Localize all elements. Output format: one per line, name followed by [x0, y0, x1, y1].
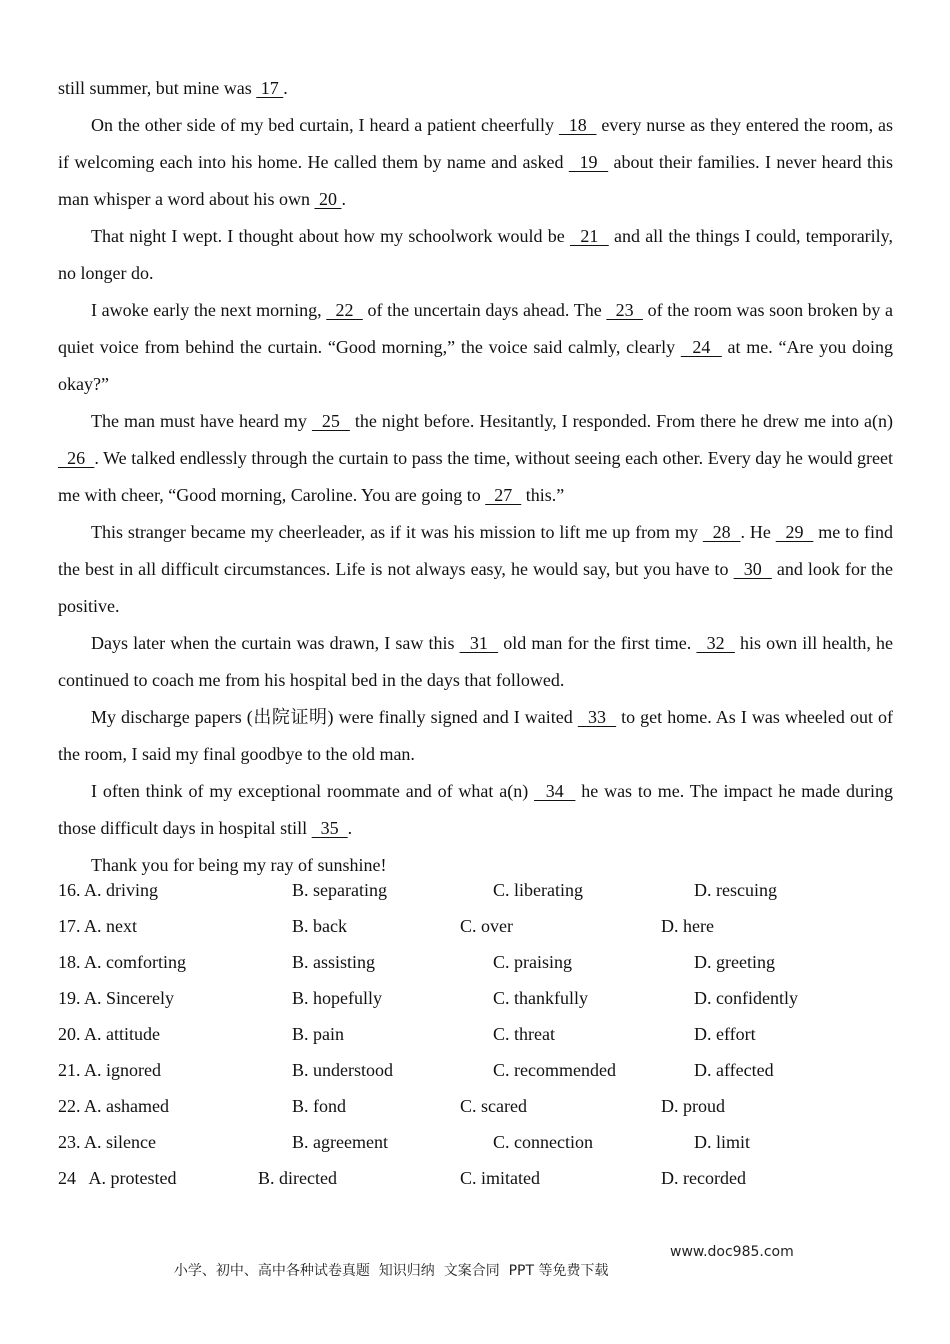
text: That night I wept. I thought about how my schoolwork would be [91, 226, 570, 246]
footer [165, 1244, 794, 1296]
option-a: 22. A. ashamed [58, 1096, 169, 1116]
option-c: C. recommended [493, 1060, 616, 1080]
option-a: 21. A. ignored [58, 1060, 161, 1080]
blank: 25 [311, 411, 350, 431]
footer-url: www.doc985.com [670, 1244, 794, 1260]
text: . [341, 189, 346, 209]
paragraph [58, 773, 893, 847]
option-c: C. over [460, 916, 513, 936]
option-d: D. recorded [661, 1168, 746, 1188]
text: The man must have heard my [91, 411, 312, 431]
option-d: D. confidently [694, 988, 798, 1008]
option-b: B. separating [292, 880, 387, 900]
blank: 17 [256, 78, 284, 98]
paragraph [58, 403, 893, 514]
option-b: B. back [292, 916, 347, 936]
blank: 30 [733, 559, 772, 579]
option-b: B. hopefully [292, 988, 382, 1008]
blank: 20 [314, 189, 342, 209]
blank: 21 [569, 226, 609, 246]
blank: 31 [459, 633, 499, 653]
text: . [283, 78, 288, 98]
option-c: C. connection [493, 1132, 593, 1152]
paragraph [58, 699, 893, 773]
option-c: C. scared [460, 1096, 527, 1116]
text: at me. “Are you doing okay?” [58, 337, 893, 394]
cloze-passage [58, 70, 893, 884]
text: . We talked endlessly through the curtain to pass the time, without seeing each other. Every day he would greet me with cheer, “Good morning, Caroline. You are going to [58, 448, 893, 505]
text: Thank you for being my ray of sunshine! [91, 855, 387, 875]
blank: 27 [485, 485, 522, 505]
text: this.” [521, 485, 565, 505]
option-row [0, 1093, 950, 1129]
option-c: C. thankfully [493, 988, 588, 1008]
text: old man for the first time. [498, 633, 697, 653]
option-a: 20. A. attitude [58, 1024, 160, 1044]
paragraph [58, 625, 893, 699]
option-c: C. liberating [493, 880, 583, 900]
option-d: D. affected [694, 1060, 774, 1080]
paragraph [58, 70, 893, 107]
blank: 22 [326, 300, 363, 320]
option-row [0, 1129, 950, 1165]
blank: 26 [58, 448, 95, 468]
option-d: D. proud [661, 1096, 725, 1116]
text: I often think of my exceptional roommate and of what a(n) [91, 781, 535, 801]
option-b: B. pain [292, 1024, 344, 1044]
text: Days later when the curtain was drawn, I saw this [91, 633, 460, 653]
option-row [0, 949, 950, 985]
answer-options [0, 877, 950, 1201]
text: . [347, 818, 353, 838]
blank: 24 [680, 337, 722, 357]
option-a: 24 A. protested [58, 1168, 177, 1188]
paragraph [58, 292, 893, 403]
text: still summer, but mine was [58, 78, 257, 98]
text: about their families. I never heard this man whisper a word about his own [58, 152, 893, 209]
text: the night before. Hesitantly, I responded. From there he drew me into a(n) [349, 411, 893, 431]
paragraph [58, 514, 893, 625]
option-c: C. praising [493, 952, 572, 972]
text: . He [740, 522, 776, 542]
option-d: D. effort [694, 1024, 756, 1044]
option-a: 23. A. silence [58, 1132, 156, 1152]
text: and all the things I could, temporarily, no longer do. [58, 226, 894, 283]
blank: 35 [311, 818, 348, 838]
footer-text: 小学、初中、高中各种试卷真题 知识归纳 文案合同 PPT 等免费下载 [173, 1263, 609, 1279]
text: every nurse as they entered the room, as if welcoming each into his home. He called them by name and asked [58, 115, 894, 172]
paragraph [58, 218, 893, 292]
blank: 23 [606, 300, 643, 320]
blank: 34 [534, 781, 576, 801]
option-row [0, 985, 950, 1021]
text: of the room was soon broken by a quiet voice from behind the curtain. “Good morning,” the voice said calmly, clearly [58, 300, 894, 357]
text: to get home. As I was wheeled out of the room, I said my final goodbye to the old man. [58, 707, 893, 764]
text: On the other side of my bed curtain, I heard a patient cheerfully [91, 115, 559, 135]
option-row [0, 877, 950, 913]
text: of the uncertain days ahead. The [362, 300, 607, 320]
paragraph [58, 107, 893, 218]
text: This stranger became my cheerleader, as if it was his mission to lift me up from my [91, 522, 703, 542]
option-c: C. imitated [460, 1168, 540, 1188]
option-d: D. limit [694, 1132, 751, 1152]
option-b: B. fond [292, 1096, 346, 1116]
text: his own ill health, he continued to coach me from his hospital bed in the days that followed. [58, 633, 894, 690]
text: me to find the best in all difficult circumstances. Life is not always easy, he would say, but you have to [58, 522, 894, 579]
option-row [0, 1021, 950, 1057]
option-c: C. threat [493, 1024, 555, 1044]
option-d: D. here [661, 916, 714, 936]
option-a: 18. A. comforting [58, 952, 186, 972]
blank: 29 [775, 522, 814, 542]
blank: 18 [558, 115, 597, 135]
option-b: B. directed [258, 1168, 337, 1188]
option-d: D. rescuing [694, 880, 777, 900]
text: I awoke early the next morning, [91, 300, 327, 320]
option-row [0, 1165, 950, 1201]
blank: 32 [696, 633, 735, 653]
text: My discharge papers (出院证明) were finally signed and I waited [91, 707, 578, 727]
option-row [0, 913, 950, 949]
blank: 33 [577, 707, 617, 727]
option-row [0, 1057, 950, 1093]
text: he was to me. The impact he made during those difficult days in hospital still [58, 781, 894, 838]
text: and look for the positive. [58, 559, 894, 616]
option-a: 16. A. driving [58, 880, 159, 900]
option-b: B. understood [292, 1060, 393, 1080]
option-b: B. assisting [292, 952, 376, 972]
option-a: 17. A. next [58, 916, 137, 936]
option-b: B. agreement [292, 1132, 388, 1152]
blank: 28 [702, 522, 741, 542]
option-a: 19. A. Sincerely [58, 988, 174, 1008]
blank: 19 [568, 152, 609, 172]
option-d: D. greeting [694, 952, 775, 972]
